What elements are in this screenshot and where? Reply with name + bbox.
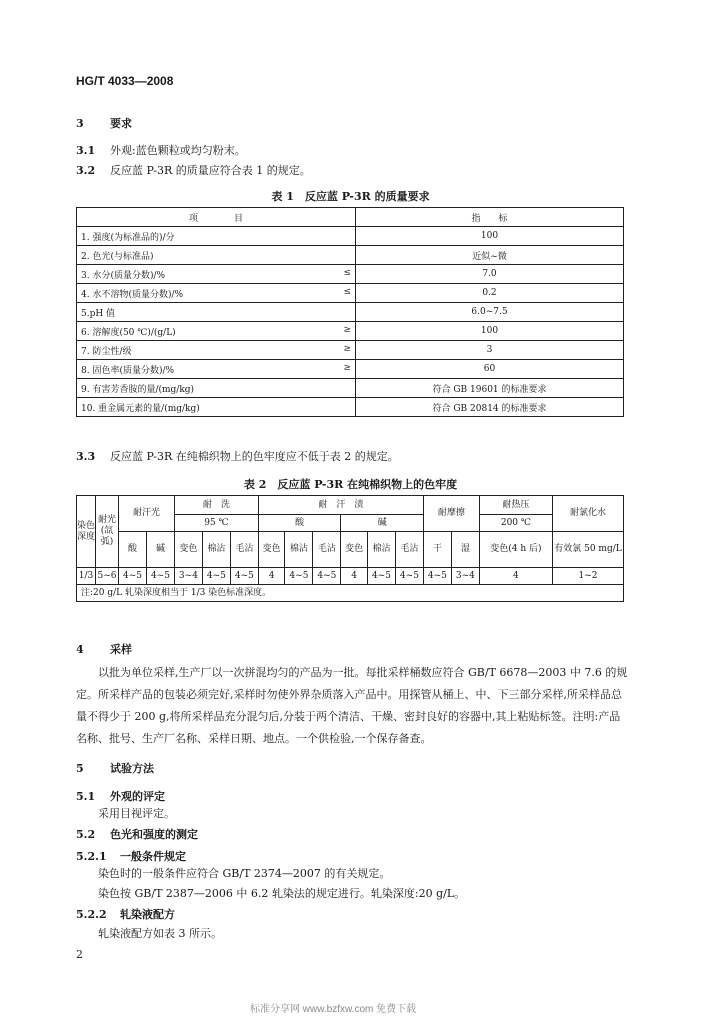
section-number: 4 bbox=[76, 643, 84, 656]
alkali-change: 变色 bbox=[341, 532, 368, 568]
row-item bbox=[77, 284, 356, 303]
fastness-value: 4~5 bbox=[230, 568, 258, 585]
wash-cotton: 棉沾 bbox=[202, 532, 230, 568]
row-item bbox=[77, 360, 356, 379]
fastness-value: 5~6 bbox=[96, 568, 119, 585]
row-value: 近似~微 bbox=[356, 246, 624, 265]
row-item-label: 10. 重金属元素的量/(mg/kg) bbox=[81, 403, 200, 414]
section-3-heading bbox=[76, 115, 132, 131]
row-item bbox=[77, 246, 356, 265]
clause-text: 外观:蓝色颗粒或均匀粉末。 bbox=[110, 144, 246, 157]
clause-number: 3.2 bbox=[76, 164, 96, 177]
section-title: 要求 bbox=[110, 117, 132, 130]
acid-change: 变色 bbox=[258, 532, 285, 568]
row-item-label: 3. 水分(质量分数)/% bbox=[81, 270, 166, 281]
row-comparator: ≥ bbox=[343, 324, 351, 335]
fastness-value: 4 bbox=[479, 568, 552, 585]
clause-title: 轧染液配方 bbox=[120, 908, 175, 921]
row-item bbox=[77, 265, 356, 284]
clause-number: 5.2 bbox=[76, 828, 96, 841]
heat-temp: 200 ℃ bbox=[479, 515, 552, 532]
section-5-heading bbox=[76, 760, 154, 776]
table-1 bbox=[76, 207, 624, 417]
table-2-note: 注:20 g/L 轧染深度相当于 1/3 染色标准深度。 bbox=[77, 585, 624, 602]
fastness-value: 4 bbox=[341, 568, 368, 585]
table-2-header-row-1 bbox=[77, 496, 624, 515]
section-number: 5 bbox=[76, 762, 84, 775]
col-perspiration: 耐 汗 渍 bbox=[258, 496, 423, 515]
row-item-label: 5.pH 值 bbox=[81, 308, 116, 319]
sweat-acid: 酸 bbox=[119, 532, 147, 568]
alkali-cotton: 棉沾 bbox=[367, 532, 395, 568]
fastness-value: 1/3 bbox=[77, 568, 96, 585]
sweat-alkali: 碱 bbox=[146, 532, 174, 568]
table-1-row bbox=[77, 227, 624, 246]
row-value: 7.0 bbox=[356, 265, 624, 284]
clause-5-1-heading bbox=[76, 788, 165, 804]
fastness-value: 4 bbox=[258, 568, 285, 585]
row-item-label: 1. 强度(为标准品的)/分 bbox=[81, 232, 175, 243]
fastness-value: 4~5 bbox=[395, 568, 423, 585]
clause-title: 一般条件规定 bbox=[120, 850, 186, 863]
row-item-label: 9. 有害芳香胺的量/(mg/kg) bbox=[81, 384, 195, 395]
col-light: 耐光(氙弧) bbox=[96, 496, 119, 568]
fastness-value: 4~5 bbox=[285, 568, 313, 585]
row-value: 3 bbox=[356, 341, 624, 360]
sampling-paragraph: 以批为单位采样,生产厂以一次拼混均匀的产品为一批。每批采样桶数应符合 GB/T 6678—2003 中 7.6 的规定。所采样产品的包装必须完好,采样时勿使外界杂质落入产品中。用探管从桶上、中、下三部分采样,所采样品总量不得少于 200 g,将所采样品充分混匀后,分装于两个清洁、干燥、密封良好的容器中,其上粘贴标签。注明:产品名称、批号、生产厂名称、采样日期、地点。一个供检验,一个保存备查。 bbox=[76, 666, 628, 745]
col-rubbing: 耐摩擦 bbox=[423, 496, 479, 532]
section-title: 采样 bbox=[110, 643, 132, 656]
alkali-wool: 毛沾 bbox=[395, 532, 423, 568]
fastness-value: 4~5 bbox=[313, 568, 341, 585]
fastness-value: 3~4 bbox=[174, 568, 202, 585]
table-2-data-row bbox=[77, 568, 624, 585]
clause-number: 5.2.2 bbox=[76, 908, 107, 921]
clause-text: 反应蓝 P-3R 在纯棉织物上的色牢度应不低于表 2 的规定。 bbox=[110, 450, 399, 463]
clause-number: 5.1 bbox=[76, 790, 96, 803]
clause-5-1-text: 采用目视评定。 bbox=[98, 807, 175, 820]
col-chlorine: 耐氯化水 bbox=[553, 496, 624, 532]
wash-temp: 95 ℃ bbox=[174, 515, 258, 532]
table-2-caption: 表 2 反应蓝 P-3R 在纯棉织物上的色牢度 bbox=[243, 478, 458, 491]
row-value: 100 bbox=[356, 322, 624, 341]
table-1-row bbox=[77, 265, 624, 284]
row-item bbox=[77, 322, 356, 341]
acid-wool: 毛沾 bbox=[313, 532, 341, 568]
row-item bbox=[77, 303, 356, 322]
row-value: 100 bbox=[356, 227, 624, 246]
row-value: 符合 GB 19601 的标准要求 bbox=[356, 379, 624, 398]
row-value: 6.0~7.5 bbox=[356, 303, 624, 322]
clause-5-2-2-heading bbox=[76, 906, 175, 922]
table-1-row bbox=[77, 303, 624, 322]
watermark: 标准分享网 www.bzfxw.com 免费下载 bbox=[250, 1004, 417, 1015]
row-comparator: ≤ bbox=[343, 267, 351, 278]
clause-title: 外观的评定 bbox=[110, 790, 165, 803]
header-value: 指 标 bbox=[356, 208, 624, 227]
fastness-value: 4~5 bbox=[146, 568, 174, 585]
table-2-note-row bbox=[77, 585, 624, 602]
row-item-label: 7. 防尘性/级 bbox=[81, 346, 132, 357]
col-heat: 耐热压 bbox=[479, 496, 552, 515]
perspiration-acid: 酸 bbox=[258, 515, 341, 532]
fastness-value: 4~5 bbox=[423, 568, 451, 585]
acid-cotton: 棉沾 bbox=[285, 532, 313, 568]
row-comparator: ≥ bbox=[343, 362, 351, 373]
col-depth: 染色深度 bbox=[77, 496, 96, 568]
table-2-header-row-3 bbox=[77, 532, 624, 568]
clause-3-1 bbox=[76, 143, 246, 159]
clause-number: 3.3 bbox=[76, 450, 96, 463]
row-item bbox=[77, 227, 356, 246]
table-1-row bbox=[77, 246, 624, 265]
table-1-row bbox=[77, 322, 624, 341]
clause-title: 色光和强度的测定 bbox=[110, 828, 198, 841]
row-item-label: 8. 固色率(质量分数)/% bbox=[81, 365, 175, 376]
clause-text: 反应蓝 P-3R 的质量应符合表 1 的规定。 bbox=[110, 164, 311, 177]
section-number: 3 bbox=[76, 117, 84, 130]
row-item-label: 6. 溶解度(50 ℃)/(g/L) bbox=[81, 327, 176, 338]
clause-5-2-heading bbox=[76, 826, 198, 842]
row-comparator: ≥ bbox=[343, 343, 351, 354]
clause-number: 3.1 bbox=[76, 144, 96, 157]
clause-3-3 bbox=[76, 449, 399, 465]
rub-dry: 干 bbox=[423, 532, 451, 568]
fastness-value: 4~5 bbox=[367, 568, 395, 585]
col-wash: 耐 洗 bbox=[174, 496, 258, 515]
clause-5-2-1-heading bbox=[76, 848, 186, 864]
section-title: 试验方法 bbox=[110, 762, 154, 775]
fastness-value: 3~4 bbox=[451, 568, 479, 585]
clause-number: 5.2.1 bbox=[76, 850, 107, 863]
clause-5-2-2-text: 轧染液配方如表 3 所示。 bbox=[98, 927, 222, 940]
table-1-row bbox=[77, 341, 624, 360]
clause-3-2 bbox=[76, 163, 311, 179]
wash-change: 变色 bbox=[174, 532, 202, 568]
row-item bbox=[77, 341, 356, 360]
clause-5-2-1-text-1: 染色时的一般条件应符合 GB/T 2374—2007 的有关规定。 bbox=[98, 867, 391, 880]
row-value: 0.2 bbox=[356, 284, 624, 303]
header-item: 项 目 bbox=[77, 208, 356, 227]
standard-code: HG/T 4033—2008 bbox=[76, 74, 174, 88]
section-4-heading bbox=[76, 641, 132, 657]
table-2 bbox=[76, 495, 624, 602]
row-item-label: 4. 水不溶物(质量分数)/% bbox=[81, 289, 184, 300]
row-value: 符合 GB 20814 的标准要求 bbox=[356, 398, 624, 417]
fastness-value: 1~2 bbox=[553, 568, 624, 585]
table-1-header bbox=[77, 208, 624, 227]
row-value: 60 bbox=[356, 360, 624, 379]
table-1-row bbox=[77, 379, 624, 398]
fastness-value: 4~5 bbox=[119, 568, 147, 585]
rub-wet: 湿 bbox=[451, 532, 479, 568]
table-1-row bbox=[77, 398, 624, 417]
col-sweat-light: 耐汗光 bbox=[119, 496, 175, 532]
row-item bbox=[77, 379, 356, 398]
heat-change: 变色(4 h 后) bbox=[479, 532, 552, 568]
perspiration-alkali: 碱 bbox=[341, 515, 424, 532]
row-comparator: ≤ bbox=[343, 286, 351, 297]
clause-5-2-1-text-2: 染色按 GB/T 2387—2006 中 6.2 轧染法的规定进行。轧染深度:20 g/L。 bbox=[98, 887, 466, 900]
table-1-row bbox=[77, 360, 624, 379]
wash-wool: 毛沾 bbox=[230, 532, 258, 568]
page-number: 2 bbox=[76, 948, 83, 961]
row-item-label: 2. 色光(与标准品) bbox=[81, 251, 154, 262]
chlorine-condition: 有效氯 50 mg/L bbox=[553, 532, 624, 568]
table-1-caption: 表 1 反应蓝 P-3R 的质量要求 bbox=[271, 190, 430, 203]
row-item bbox=[77, 398, 356, 417]
table-1-row bbox=[77, 284, 624, 303]
fastness-value: 4~5 bbox=[202, 568, 230, 585]
